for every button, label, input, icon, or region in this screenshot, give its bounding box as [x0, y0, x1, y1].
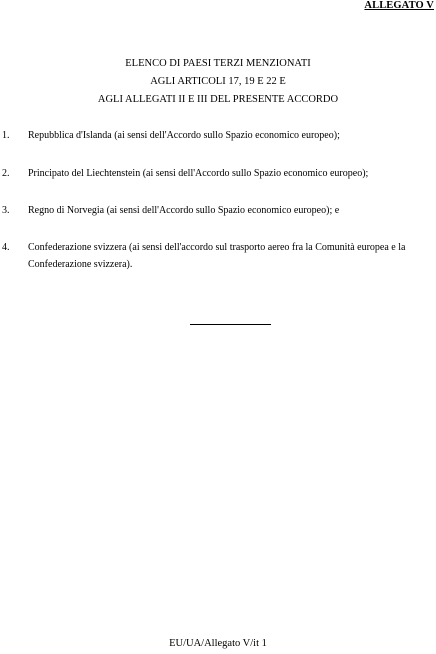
page-footer: EU/UA/Allegato V/it 1 — [169, 638, 267, 649]
list-item-text: Principato del Liechtenstein (ai sensi dell'Accordo sullo Spazio economico europeo); — [28, 168, 369, 179]
title-line-1: ELENCO DI PAESI TERZI MENZIONATI — [125, 58, 311, 69]
title-line-2: AGLI ARTICOLI 17, 19 E 22 E — [150, 76, 286, 87]
list-item-text: Repubblica d'Islanda (ai sensi dell'Accordo sullo Spazio economico europeo); — [28, 130, 340, 141]
separator-rule — [190, 324, 271, 325]
list-item-number: 4. — [2, 242, 10, 253]
list-item-text: Confederazione svizzera (ai sensi dell'accordo sul trasporto aereo fra la Comunità europea e la Confederazione svizzera). — [28, 242, 406, 270]
list-item-number: 1. — [2, 130, 10, 141]
list-item-number: 2. — [2, 168, 10, 179]
list-item-text: Regno di Norvegia (ai sensi dell'Accordo sullo Spazio economico europeo); e — [28, 205, 340, 216]
list-item-number: 3. — [2, 205, 10, 216]
document-title — [0, 55, 436, 109]
title-line-3: AGLI ALLEGATI II E III DEL PRESENTE ACCORDO — [97, 94, 339, 105]
annex-label: ALLEGATO V — [364, 0, 434, 11]
